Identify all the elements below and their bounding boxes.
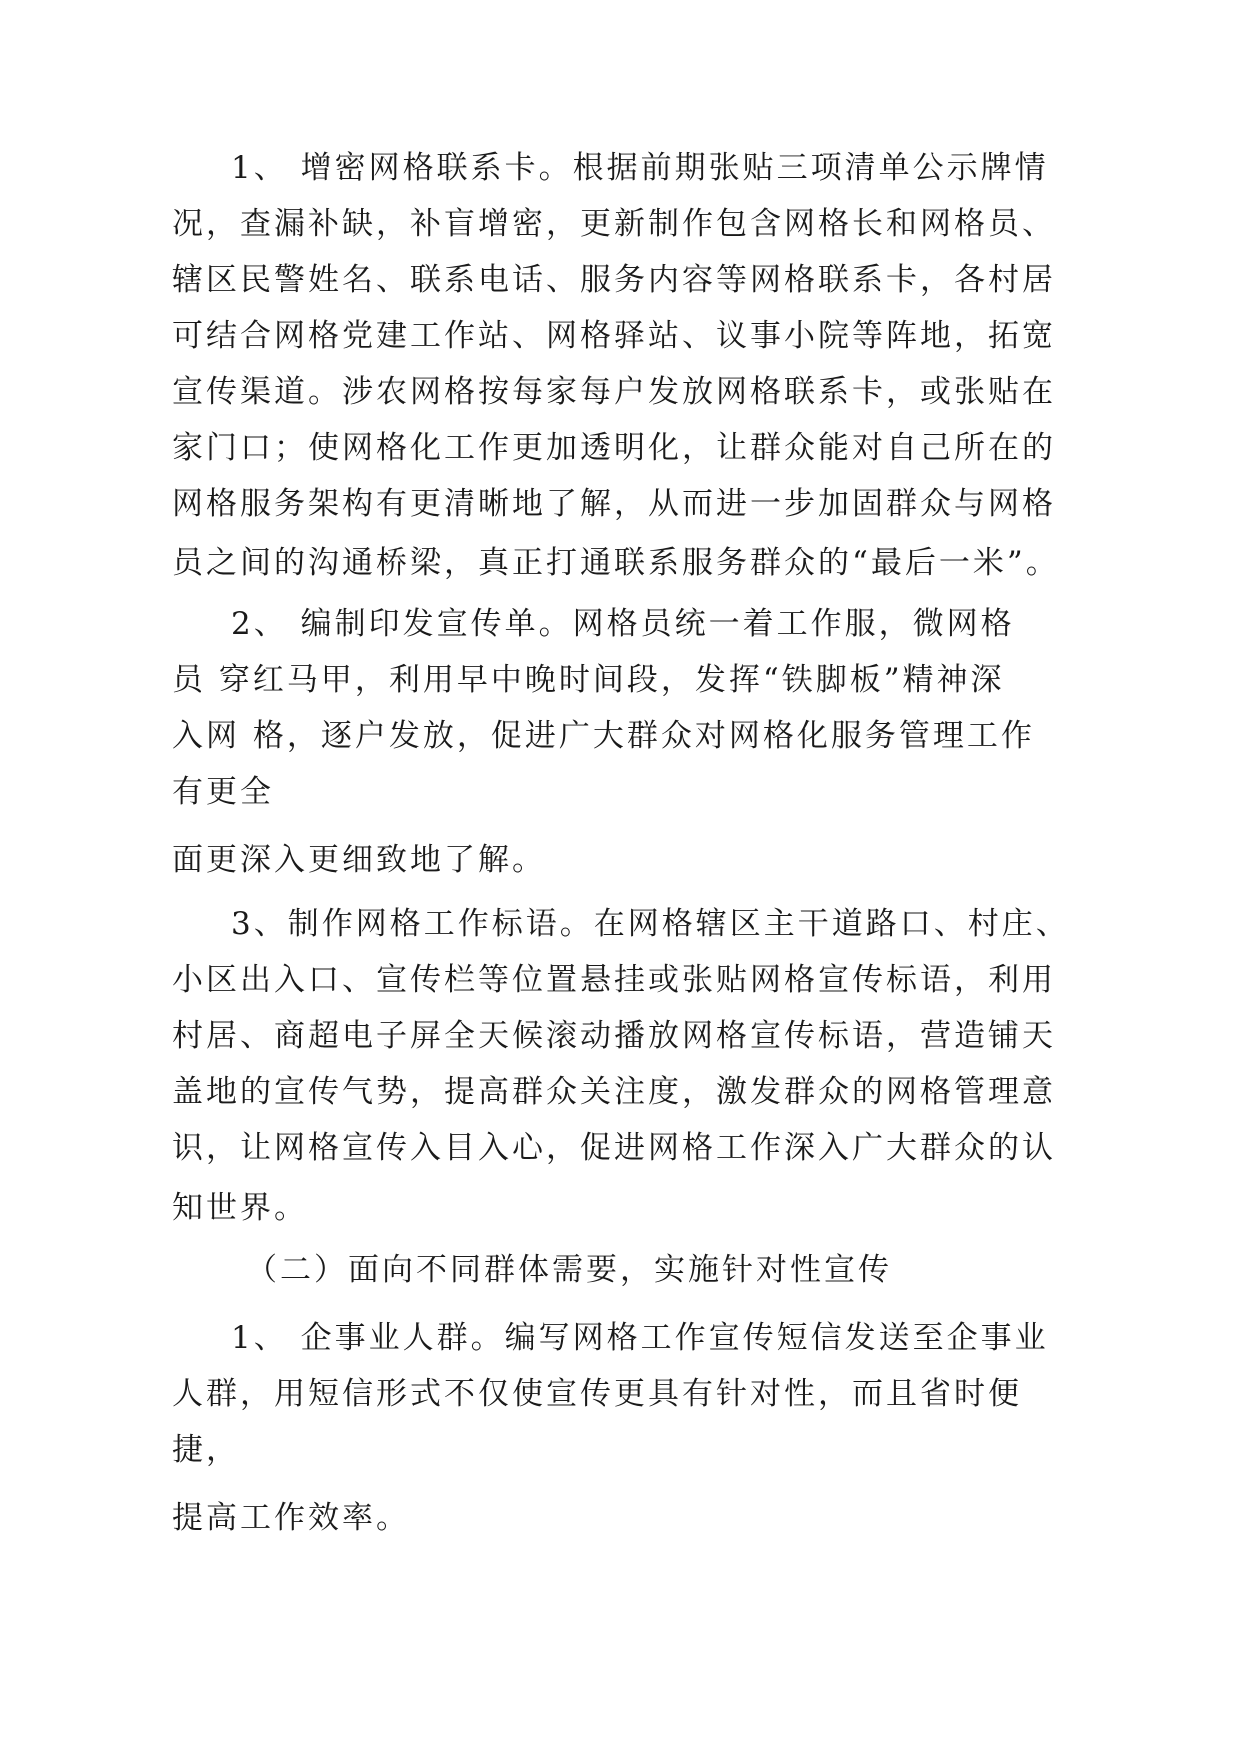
section-heading: （二）面向不同群体需要，实施针对性宣传 [246, 1252, 892, 1288]
text-line: 况，查漏补缺，补盲增密，更新制作包含网格长和网格员、 [172, 206, 1056, 242]
text-line: 识，让网格宣传入目入心，促进网格工作深入广大群众的认 [172, 1130, 1056, 1166]
text-line: 1、 增密网格联系卡。根据前期张贴三项清单公示牌情 [231, 150, 1049, 186]
text-line: 3、制作网格工作标语。在网格辖区主干道路口、村庄、 [231, 906, 1070, 942]
text-line: 可结合网格党建工作站、网格驿站、议事小院等阵地，拓宽 [172, 318, 1056, 354]
text-line: 2、 编制印发宣传单。网格员统一着工作服，微网格 [231, 606, 1015, 642]
text-line: 员 穿红马甲，利用早中晚时间段，发挥“铁脚板”精神深 [172, 662, 1005, 698]
text-line: 宣传渠道。涉农网格按每家每户发放网格联系卡，或张贴在 [172, 374, 1056, 410]
text-line: 员之间的沟通桥梁，真正打通联系服务群众的“最后一米”。 [172, 545, 1060, 581]
text-line: 盖地的宣传气势，提高群众关注度，激发群众的网格管理意 [172, 1074, 1056, 1110]
text-line: 捷， [172, 1432, 240, 1468]
text-line: 提高工作效率。 [172, 1500, 410, 1536]
text-line: 有更全 [172, 774, 274, 810]
text-line: 知世界。 [172, 1190, 308, 1226]
text-line: 家门口；使网格化工作更加透明化，让群众能对自己所在的 [172, 430, 1056, 466]
text-line: 小区出入口、宣传栏等位置悬挂或张贴网格宣传标语，利用 [172, 962, 1056, 998]
text-line: 辖区民警姓名、联系电话、服务内容等网格联系卡，各村居 [172, 262, 1056, 298]
text-line: 村居、商超电子屏全天候滚动播放网格宣传标语，营造铺天 [172, 1018, 1056, 1054]
text-line: 人群，用短信形式不仅使宣传更具有针对性，而且省时便 [172, 1376, 1022, 1412]
text-line: 1、 企事业人群。编写网格工作宣传短信发送至企事业 [231, 1320, 1049, 1356]
text-line: 入网 格，逐户发放，促进广大群众对网格化服务管理工作 [172, 718, 1035, 754]
text-line: 面更深入更细致地了解。 [172, 842, 546, 878]
text-line: 网格服务架构有更清晰地了解，从而进一步加固群众与网格 [172, 486, 1056, 522]
